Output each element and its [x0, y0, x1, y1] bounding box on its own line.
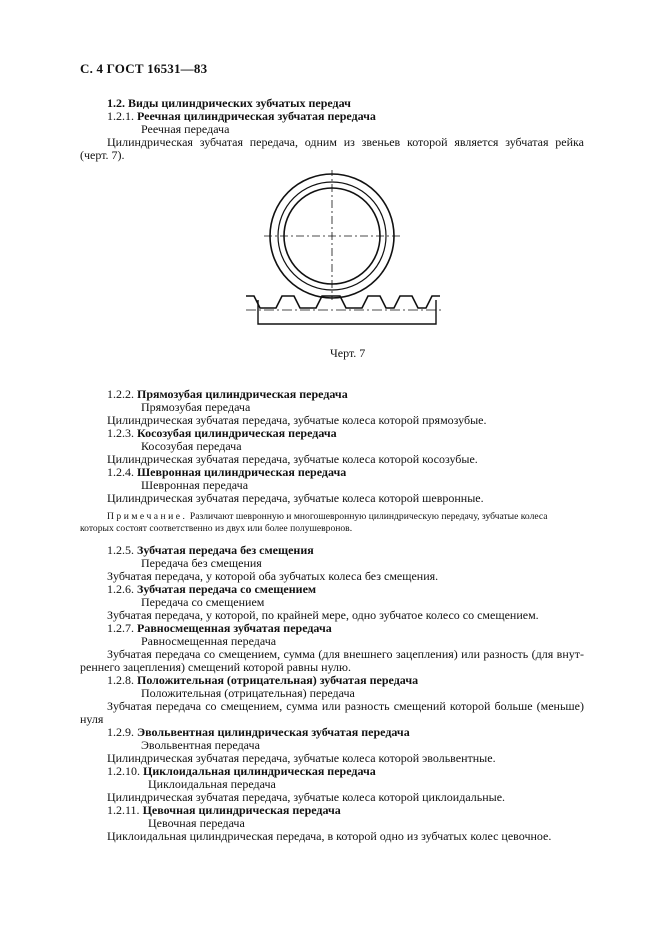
term-heading-1-2-7	[107, 621, 332, 635]
term-synonym: Передача без смещения	[141, 556, 262, 570]
term-title: Положительная (отрицательная) зубчатая передача	[137, 673, 419, 687]
term-definition: Зубчатая передача со смещением, сумма или разность смещений которой больше (меньше)	[107, 699, 584, 713]
term-heading-1-2-3	[107, 426, 337, 440]
term-synonym: Шевронная передача	[141, 478, 249, 492]
term-title: Цевочная цилиндрическая передача	[142, 803, 341, 817]
term-synonym: Косозубая передача	[141, 439, 242, 453]
note	[107, 511, 548, 523]
term-title: Зубчатая передача со смещением	[137, 582, 317, 596]
term-synonym: Передача со смещением	[141, 595, 265, 609]
term-number: 1.2.5.	[107, 543, 134, 557]
term-definition: Цилиндрическая зубчатая передача, зубчатые колеса которой циклоидальные.	[107, 790, 506, 804]
term-heading-1-2-1	[107, 109, 376, 123]
term-heading-1-2-9	[107, 725, 410, 739]
figure-caption: Черт. 7	[330, 346, 366, 360]
term-heading-1-2-10	[107, 764, 376, 778]
term-number: 1.2.8.	[107, 673, 134, 687]
term-number: 1.2.7.	[107, 621, 134, 635]
page-header: С. 4 ГОСТ 16531—83	[80, 61, 208, 76]
term-number: 1.2.11.	[107, 803, 140, 817]
term-definition-cont: нуля	[80, 712, 104, 726]
term-number: 1.2.6.	[107, 582, 134, 596]
term-title: Эвольвентная цилиндрическая зубчатая передача	[137, 725, 410, 739]
term-heading-1-2-2	[107, 387, 348, 401]
term-heading-1-2-4	[107, 465, 346, 479]
term-title: Циклоидальная цилиндрическая передача	[143, 764, 376, 778]
term-heading-1-2-11	[107, 803, 341, 817]
term-number: 1.2.2.	[107, 387, 134, 401]
term-number: 1.2.10.	[107, 764, 140, 778]
term-definition: Цилиндрическая зубчатая передача, зубчатые колеса которой косозубые.	[107, 452, 478, 466]
rack-gear-drawing	[240, 170, 450, 340]
term-definition: Цилиндрическая зубчатая передача, зубчатые колеса которой прямозубые.	[107, 413, 487, 427]
section-title: 1.2. Виды цилиндрических зубчатых передач	[107, 96, 351, 110]
note-text: Различают шевронную и многошевронную цилиндрическую передачу, зубчатые колеса	[189, 511, 548, 522]
term-synonym: Положительная (отрицательная) передача	[141, 686, 355, 700]
term-title: Косозубая цилиндрическая передача	[137, 426, 337, 440]
rack-body	[258, 300, 436, 324]
term-synonym: Равносмещенная передача	[141, 634, 277, 648]
term-number: 1.2.9.	[107, 725, 134, 739]
term-synonym: Эвольвентная передача	[141, 738, 260, 752]
term-definition: Цилиндрическая зубчатая передача, одним из звеньев которой является зубчатая рейка	[107, 135, 584, 149]
term-definition: Цилиндрическая зубчатая передача, зубчатые колеса которой шевронные.	[107, 491, 484, 505]
term-title: Шевронная цилиндрическая передача	[137, 465, 347, 479]
term-title: Прямозубая цилиндрическая передача	[137, 387, 348, 401]
term-title: Реечная цилиндрическая зубчатая передача	[137, 109, 376, 123]
term-heading-1-2-8	[107, 673, 418, 687]
term-definition: Зубчатая передача, у которой, по крайней мере, одно зубчатое колесо со смещением.	[107, 608, 539, 622]
term-definition: Зубчатая передача, у которой оба зубчатых колеса без смещения.	[107, 569, 439, 583]
term-heading-1-2-6	[107, 582, 316, 596]
term-synonym: Циклоидальная передача	[148, 777, 276, 791]
term-title: Равносмещенная зубчатая передача	[137, 621, 332, 635]
term-definition-cont: (черт. 7).	[80, 148, 125, 162]
term-number: 1.2.1.	[107, 109, 134, 123]
term-synonym: Цевочная передача	[148, 816, 245, 830]
term-number: 1.2.3.	[107, 426, 134, 440]
term-definition: Циклоидальная цилиндрическая передача, в которой одно из зубчатых колес цевочное.	[107, 829, 552, 843]
term-synonym: Прямозубая передача	[141, 400, 251, 414]
note-label: Примечание.	[107, 511, 188, 522]
term-definition-cont: реннего зацепления) смещений которой равны нулю.	[80, 660, 352, 674]
term-synonym: Реечная передача	[141, 122, 230, 136]
term-heading-1-2-5	[107, 543, 314, 557]
term-title: Зубчатая передача без смещения	[137, 543, 314, 557]
term-definition: Зубчатая передача со смещением, сумма (для внешнего зацепления) или разность (для внут-	[107, 647, 584, 661]
term-number: 1.2.4.	[107, 465, 134, 479]
term-definition: Цилиндрическая зубчатая передача, зубчатые колеса которой эвольвентные.	[107, 751, 496, 765]
note-text-cont: которых состоят соответственно из двух или более полушевронов.	[80, 523, 353, 534]
